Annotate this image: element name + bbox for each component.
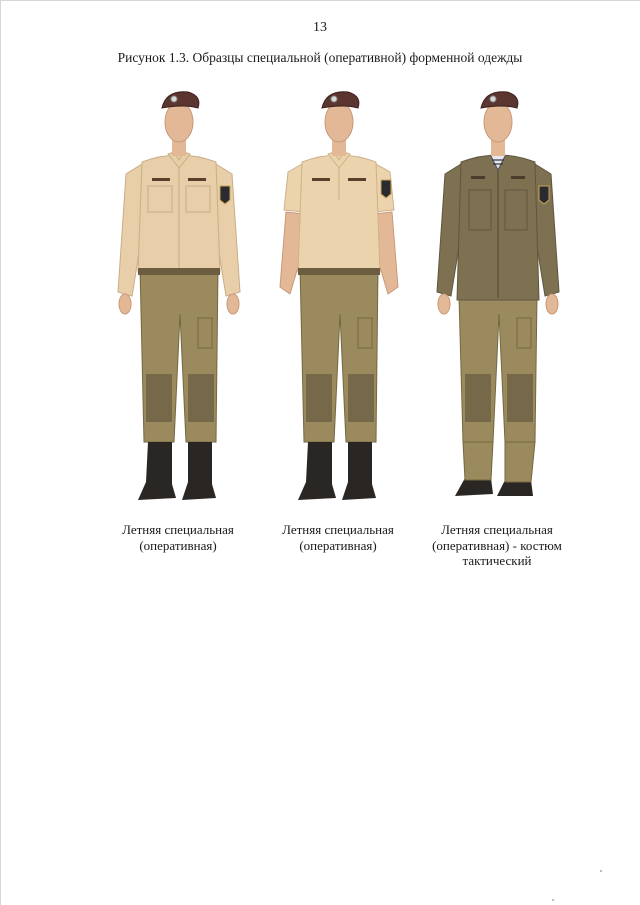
figure-summer-short-sleeve bbox=[264, 82, 414, 512]
figure-label-1: Летняя специальная (оперативная) bbox=[122, 522, 234, 553]
figure-tactical-suit bbox=[423, 82, 573, 512]
scan-artifact bbox=[600, 870, 602, 872]
figure-summer-long-sleeve bbox=[104, 82, 254, 512]
uniform-figures bbox=[0, 82, 640, 512]
page-number: 13 bbox=[313, 20, 327, 35]
figure-label-2: Летняя специальная (оперативная) bbox=[282, 522, 394, 553]
scan-artifact bbox=[552, 899, 554, 901]
figure-label-3: Летняя специальная (оперативная) - костюм тактический bbox=[432, 522, 562, 568]
figure-caption: Рисунок 1.3. Образцы специальной (оперативной) форменной одежды bbox=[117, 50, 523, 65]
page-border bbox=[0, 0, 640, 1]
